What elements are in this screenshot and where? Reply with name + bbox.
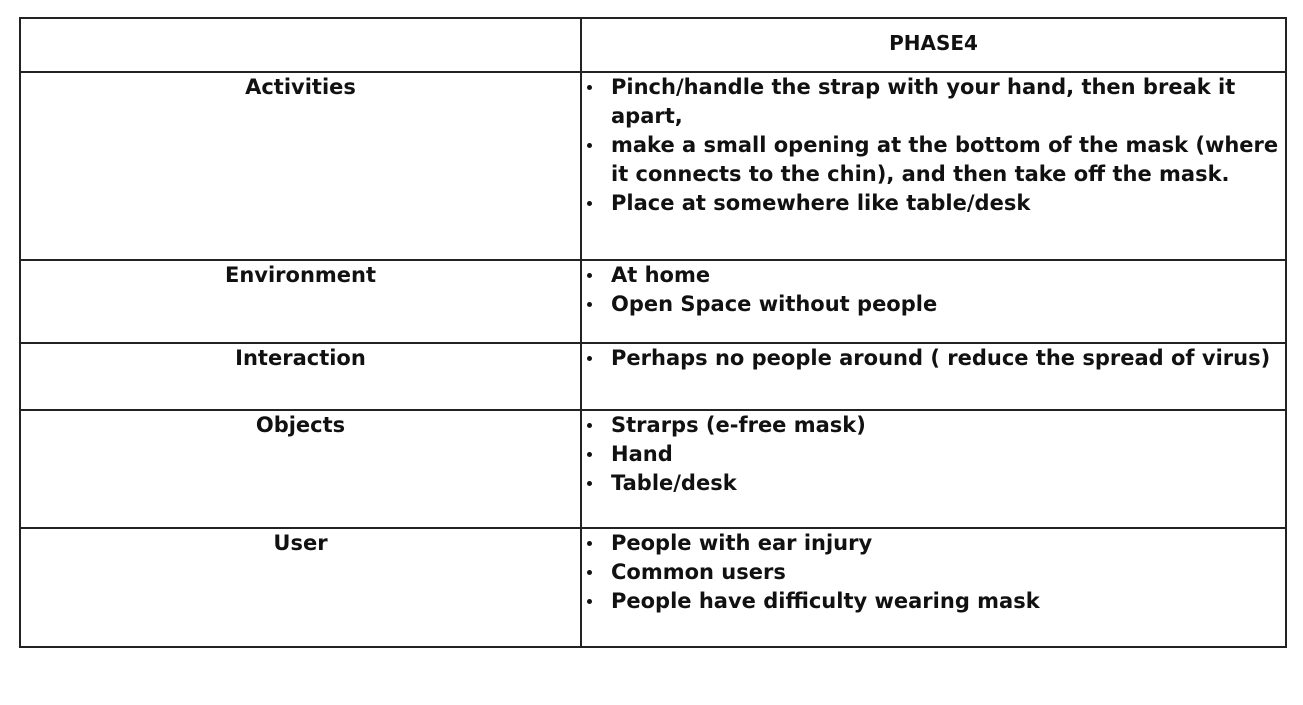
row-label-objects: Objects xyxy=(20,410,581,528)
row-items-activities xyxy=(581,72,1286,260)
table-row-objects xyxy=(20,410,1286,528)
list-item: Hand xyxy=(582,440,1285,469)
row-items-objects xyxy=(581,410,1286,528)
list-item: Table/desk xyxy=(582,469,1285,498)
list-item: Common users xyxy=(582,558,1285,587)
header-empty-cell xyxy=(20,18,581,72)
row-label-environment: Environment xyxy=(20,260,581,343)
row-label-activities: Activities xyxy=(20,72,581,260)
bullet-list xyxy=(582,529,1285,616)
table-row-user xyxy=(20,528,1286,647)
row-items-environment xyxy=(581,260,1286,343)
table-row-environment xyxy=(20,260,1286,343)
table-row-interaction xyxy=(20,343,1286,410)
phase-table xyxy=(19,17,1287,648)
row-label-interaction: Interaction xyxy=(20,343,581,410)
bullet-list xyxy=(582,344,1285,373)
row-label-user: User xyxy=(20,528,581,647)
row-items-user xyxy=(581,528,1286,647)
list-item: Open Space without people xyxy=(582,290,1285,319)
bullet-list xyxy=(582,73,1285,218)
list-item: People with ear injury xyxy=(582,529,1285,558)
list-item: Place at somewhere like table/desk xyxy=(582,189,1285,218)
phase-header: PHASE4 xyxy=(581,18,1286,72)
bullet-list xyxy=(582,261,1285,319)
list-item: make a small opening at the bottom of the mask (where it connects to the chin), and then take off the mask. xyxy=(582,131,1285,189)
list-item: Pinch/handle the strap with your hand, then break it apart, xyxy=(582,73,1285,131)
list-item: Strarps (e-free mask) xyxy=(582,411,1285,440)
list-item: Perhaps no people around ( reduce the spread of virus) xyxy=(582,344,1285,373)
list-item: People have difficulty wearing mask xyxy=(582,587,1285,616)
bullet-list xyxy=(582,411,1285,498)
list-item: At home xyxy=(582,261,1285,290)
table-row-activities xyxy=(20,72,1286,260)
row-items-interaction xyxy=(581,343,1286,410)
header-row xyxy=(20,18,1286,72)
